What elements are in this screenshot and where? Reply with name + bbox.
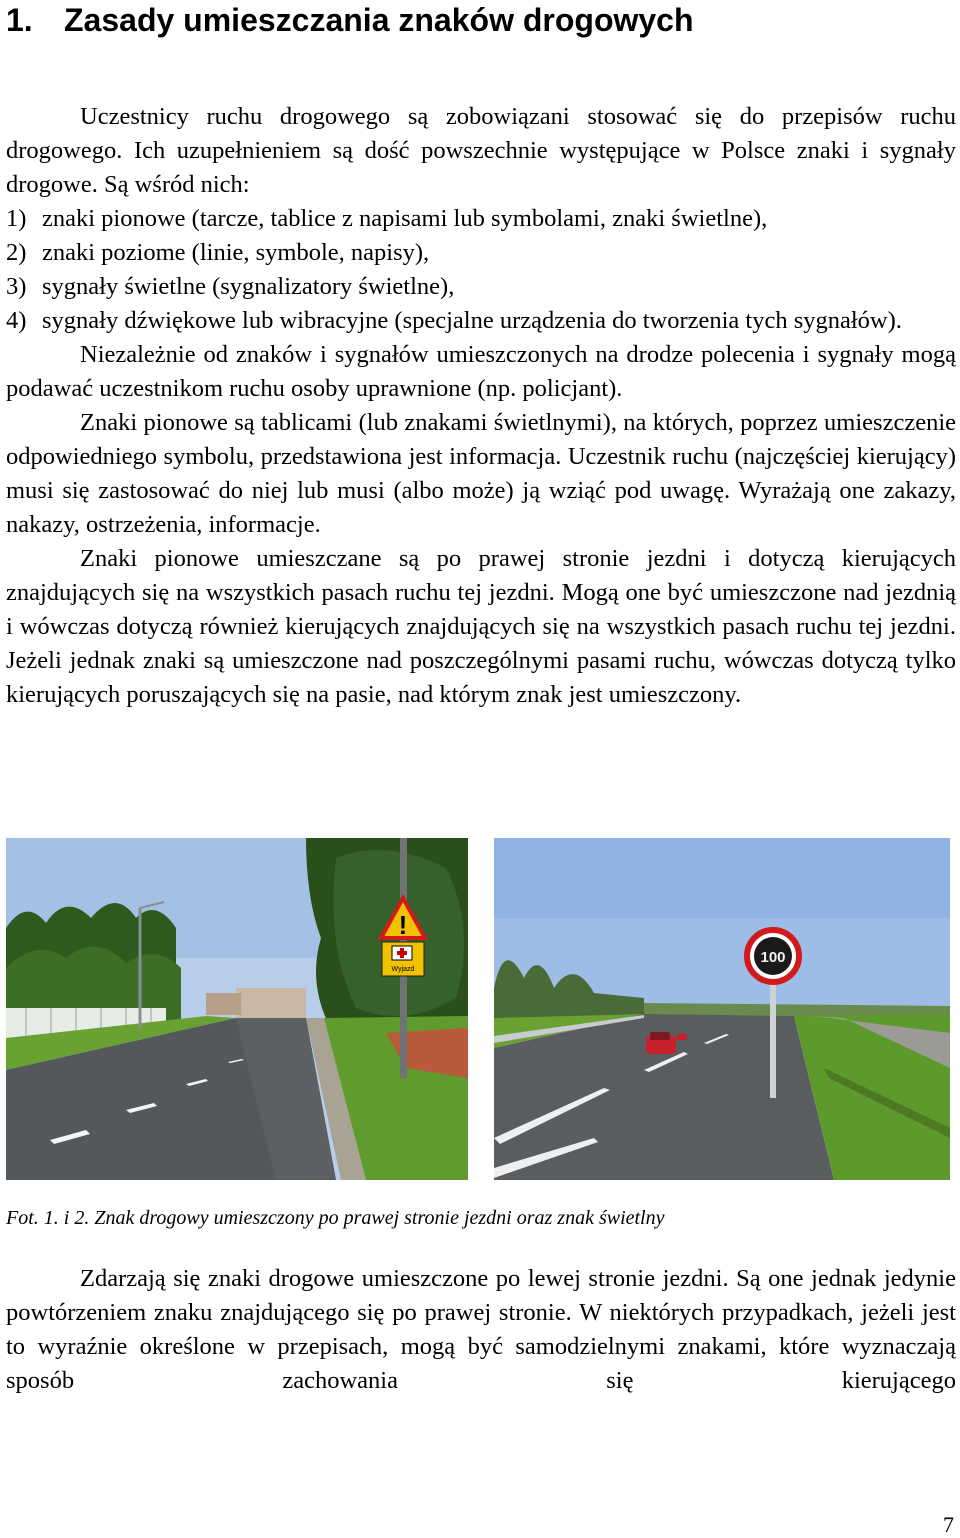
- section-heading: [6, 0, 694, 40]
- paragraph-sign-placement: Znaki pionowe umieszczane są po prawej stronie jezdni i dotyczą kierujących znajdujących się na wszystkich pasach ruchu tej jezdni. Mogą one być umieszczone nad jezdnią i wówczas dotyczą również kierujących znajdujących się na wszystkich pasach ruchu tej jezdni. Jeżeli jednak znaki są umieszczone nad poszczególnymi pasami ruchu, wówczas dotyczą tylko kierujących poruszających się na pasie, nad którym znak jest umieszczony.: [6, 545, 956, 708]
- sign-plate-label: Wyjazd: [391, 966, 415, 973]
- speed-sign-value: 100: [760, 949, 786, 966]
- paragraph-vertical-signs: Znaki pionowe są tablicami (lub znakami świetlnymi), na których, poprzez umieszczenie odpowiedniego symbolu, przedstawiona jest informacja. Uczestnik ruchu (najczęściej kierujący) musi się zastosować do niej lub musi (albo może) ją wziąć pod uwagę. Wyrażają one zakazy, nakazy, ostrzeżenia, informacje.: [6, 409, 956, 538]
- paragraph-authorized-persons: Niezależnie od znaków i sygnałów umieszczonych na drodze polecenia i sygnały mogą podawać uczestnikom ruchu osoby uprawnione (np. policjant).: [6, 341, 956, 402]
- body-text: [6, 100, 956, 712]
- list-item: 2) znaki poziome (linie, symbole, napisy),: [6, 239, 430, 266]
- list-item: 4) sygnały dźwiękowe lub wibracyjne (specjalne urządzenia do tworzenia tych sygnałów).: [6, 307, 902, 334]
- section-number: 1.: [6, 2, 33, 38]
- list-item: 1) znaki pionowe (tarcze, tablice z napisami lub symbolami, znaki świetlne),: [6, 205, 768, 232]
- list-item: 3) sygnały świetlne (sygnalizatory świetlne),: [6, 273, 455, 300]
- photo-road-warning-sign: [6, 838, 468, 1180]
- svg-text:!: !: [398, 910, 408, 940]
- intro-paragraph: Uczestnicy ruchu drogowego są zobowiązani stosować się do przepisów ruchu drogowego. Ich uzupełnieniem są dość powszechnie występujące w Polsce znaki i sygnały drogowe. Są wśród nich:: [6, 103, 956, 198]
- closing-paragraph: Zdarzają się znaki drogowe umieszczone po lewej stronie jezdni. Są one jednak jedynie powtórzeniem znaku znajdującego się po prawej stronie. W niektórych przypadkach, jeżeli jest to wyraźnie określone w przepisach, mogą być samodzielnymi znakami, które wyznaczają sposób zachowania się kierującego: [6, 1265, 956, 1394]
- page-number: 7: [943, 1512, 954, 1537]
- section-title: Zasady umieszczania znaków drogowych: [64, 2, 694, 38]
- photo-road-speed-sign: [494, 838, 950, 1180]
- closing-text: [6, 1262, 956, 1398]
- photo-caption: Fot. 1. i 2. Znak drogowy umieszczony po prawej stronie jezdni oraz znak świetlny: [6, 1207, 665, 1229]
- sign-types-list: [6, 202, 956, 338]
